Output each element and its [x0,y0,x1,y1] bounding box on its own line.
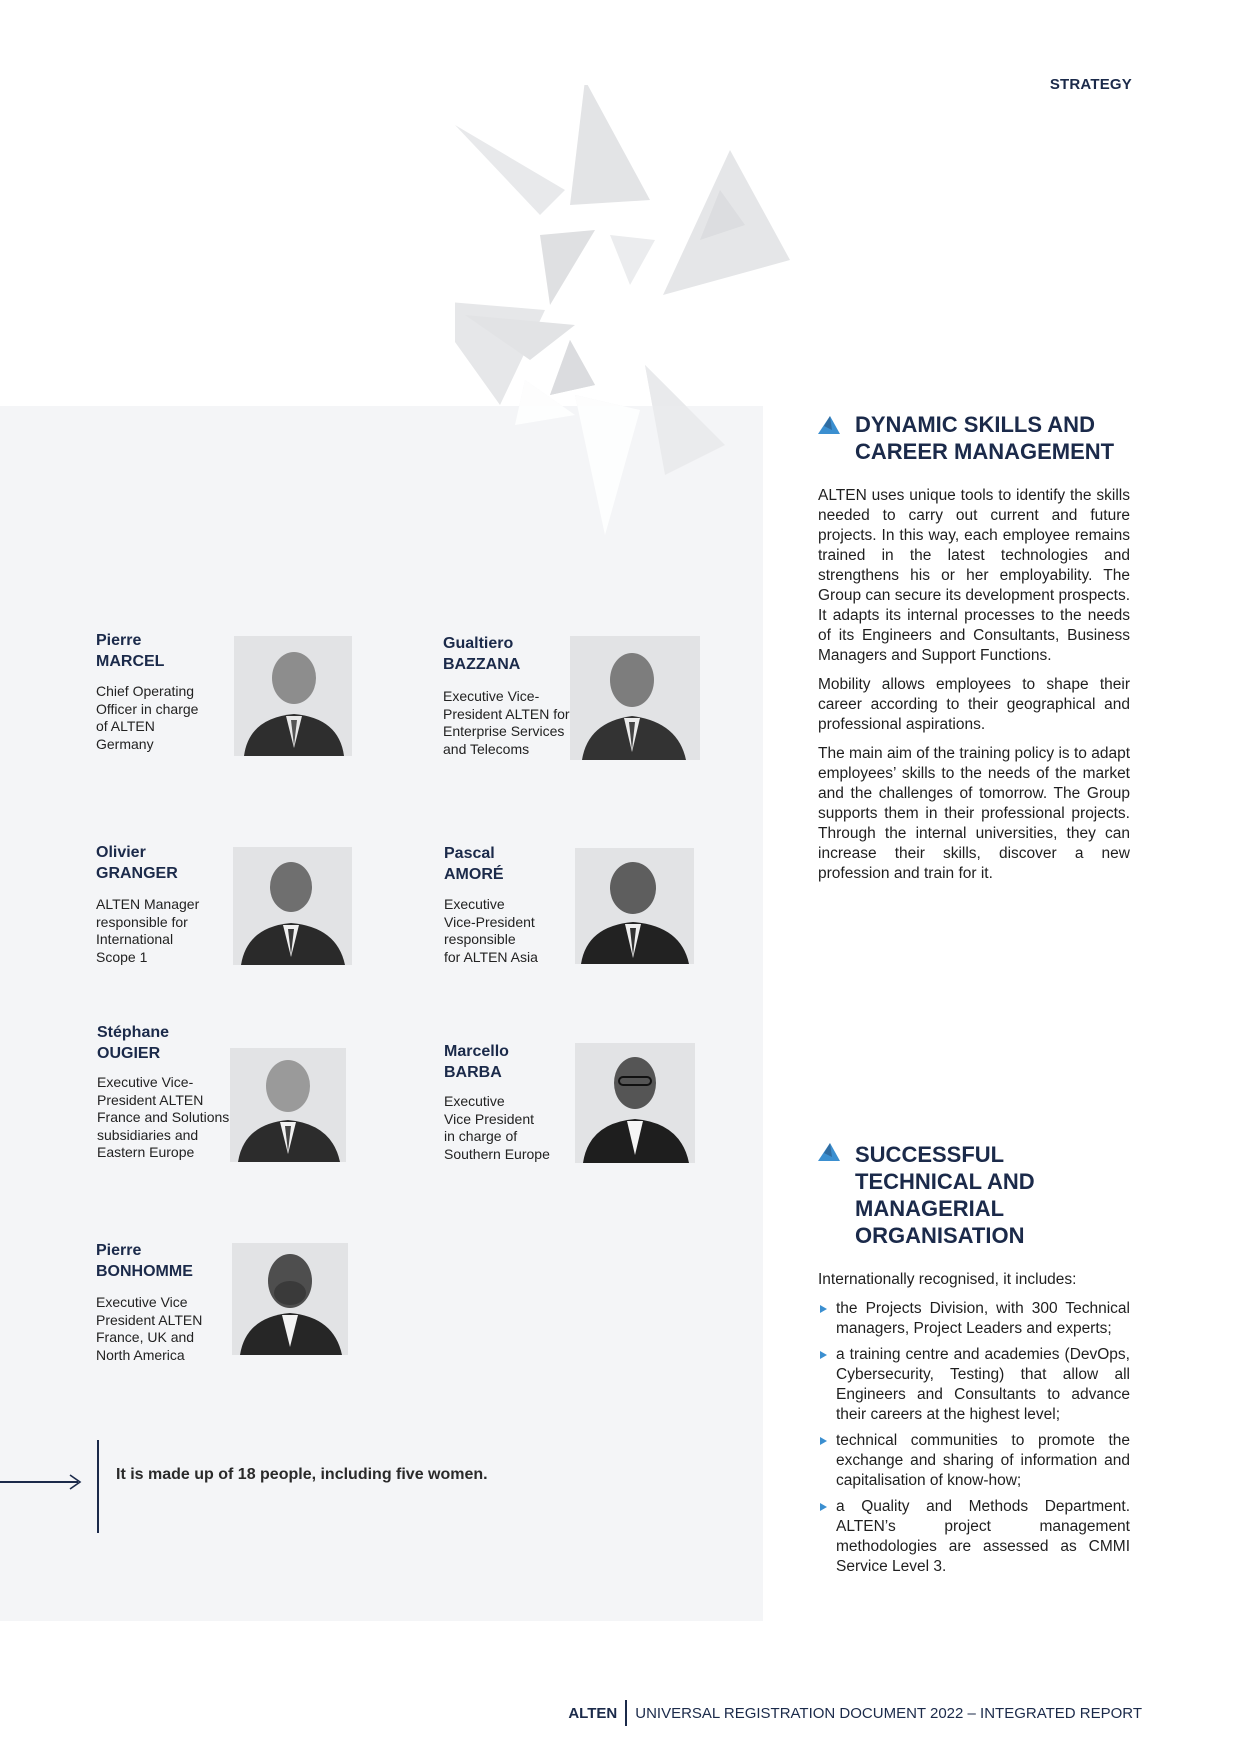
portrait-photo [230,1048,346,1162]
person-last-name: BONHOMME [96,1263,193,1280]
bullet-arrow-icon [820,1503,827,1511]
person-last-name: AMORÉ [444,866,504,883]
person-first-name: Pierre [96,632,142,649]
portrait-photo [234,636,352,756]
section-title-skills: DYNAMIC SKILLS AND CAREER MANAGEMENT [855,412,1115,464]
section-body-organisation [818,1270,1130,1583]
bullet-arrow-icon [820,1351,827,1359]
person-first-name: Marcello [444,1043,509,1060]
page-footer [568,1700,1142,1726]
callout-divider [97,1440,99,1533]
intro-text: Internationally recognised, it includes: [818,1271,1077,1288]
person-role: Executive Vice-President responsible for ALTEN Asia [444,896,538,965]
paragraph: Mobility allows employees to shape their career according to their geographical and professional aspirations. [818,676,1130,733]
person-last-name: GRANGER [96,865,178,882]
callout-arrow-line [0,1481,78,1483]
leadership-panel [0,406,763,1621]
section-label: STRATEGY [1049,76,1132,93]
person-last-name: OUGIER [97,1045,161,1062]
portrait-photo [570,636,700,760]
person-role: Chief Operating Officer in charge of ALTEN Germany [96,683,199,752]
footer-divider [625,1700,627,1726]
person-role: Executive Vice President ALTEN France, UK and North America [96,1294,203,1363]
person-role: Executive Vice- President ALTEN for Enterprise Services and Telecoms [443,688,570,757]
footer-brand: ALTEN [568,1704,618,1722]
footer-document-title: UNIVERSAL REGISTRATION DOCUMENT 2022 – INTEGRATED REPORT [635,1704,1142,1722]
list-item: a Quality and Methods Department. ALTEN’s project management methodologies are assessed as CMMI Service Level 3. [818,1497,1130,1577]
person-first-name: Gualtiero [443,635,514,652]
person-last-name: MARCEL [96,653,165,670]
portrait-photo [232,1243,348,1355]
section-title-organisation: SUCCESSFUL TECHNICAL AND MANAGERIAL ORGANISATION [855,1142,1035,1248]
portrait-photo [233,847,352,965]
bullet-arrow-icon [820,1437,827,1445]
person-first-name: Pierre [96,1242,142,1259]
decorative-triangles-overlay [455,85,815,545]
portrait-photo [575,1043,695,1163]
person-first-name: Stéphane [97,1024,170,1041]
person-first-name: Pascal [444,845,495,862]
callout-text: It is made up of 18 people, including five women. [116,1466,488,1483]
person-role: Executive Vice President in charge of Southern Europe [444,1093,550,1162]
triangle-bullet-icon [818,1143,840,1163]
triangle-bullet-icon [818,416,840,436]
portrait-photo [575,848,694,964]
person-role: Executive Vice- President ALTEN France and Solutions subsidiaries and Eastern Europe [97,1074,230,1160]
list-item: technical communities to promote the exchange and sharing of information and capitalisation of know-how; [818,1431,1130,1491]
person-last-name: BAZZANA [443,656,521,673]
bullet-arrow-icon [820,1305,827,1313]
paragraph: ALTEN uses unique tools to identify the skills needed to carry out current and future projects. In this way, each employee remains trained in the latest technologies and strengthens his or her employability. The Group can secure its development prospects. It adapts its internal processes to the needs of its Engineers and Consultants, Business Managers and Support Functions. [818,487,1130,664]
section-body-skills [818,486,1130,893]
list-item: a training centre and academies (DevOps, Cybersecurity, Testing) that allow all Engineers and Consultants to advance their careers at the highest level; [818,1345,1130,1425]
person-role: ALTEN Manager responsible for International Scope 1 [96,896,200,965]
paragraph: The main aim of the training policy is to adapt employees’ skills to the needs of the market and the challenges of tomorrow. The Group supports them in their professional projects. Through the internal universities, they can increase their skills, discover a new profession and train for it. [818,745,1130,882]
arrow-right-icon [68,1474,82,1490]
person-first-name: Olivier [96,844,146,861]
person-last-name: BARBA [444,1064,502,1081]
list-item: the Projects Division, with 300 Technical managers, Project Leaders and experts; [818,1299,1130,1339]
bullet-list [818,1299,1130,1577]
